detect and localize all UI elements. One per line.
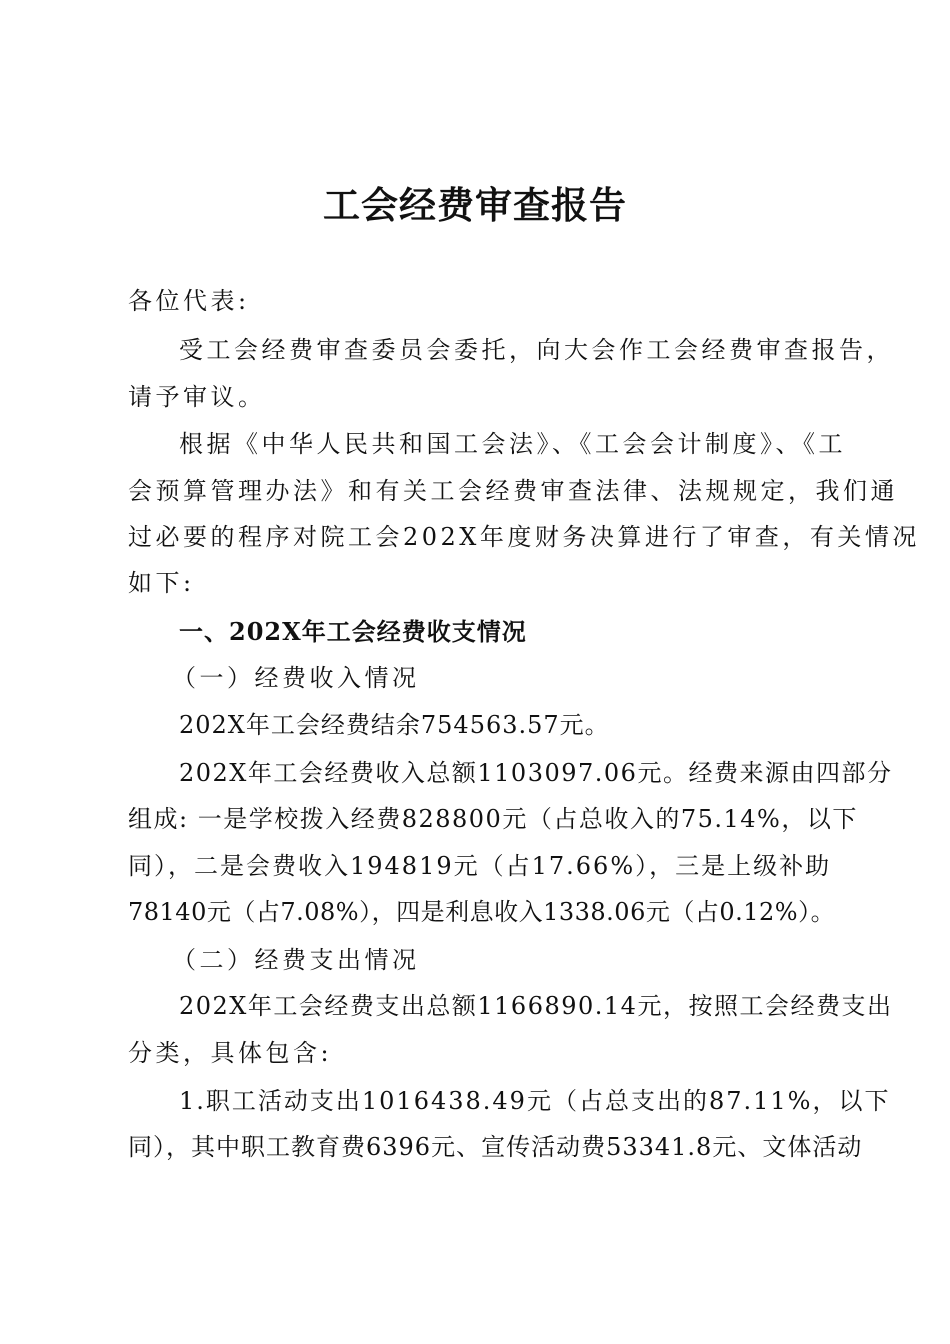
paragraph-line: 202X年工会经费支出总额1166890.14元，按照工会经费支出 <box>179 992 893 1020</box>
paragraph-line: 分类，具体包含: <box>128 1039 333 1067</box>
paragraph-line: 1.职工活动支出1016438.49元（占总支出的87.11%，以下 <box>179 1087 891 1115</box>
paragraph-line: 请予审议。 <box>128 383 266 411</box>
paragraph-line: 202X年工会经费收入总额1103097.06元。经费来源由四部分 <box>179 759 893 787</box>
subsection-heading: （一）经费收入情况 <box>172 664 420 692</box>
paragraph-line: 根据《中华人民共和国工会法》、《工会会计制度》、《工 <box>179 430 846 458</box>
paragraph-line: 受工会经费审查委员会委托，向大会作工会经费审查报告， <box>179 336 894 364</box>
paragraph-line: 会预算管理办法》和有关工会经费审查法律、法规规定，我们通 <box>128 477 898 505</box>
paragraph-line: 过必要的程序对院工会202X年度财务决算进行了审查，有关情况 <box>128 523 920 551</box>
subsection-heading: （二）经费支出情况 <box>172 946 420 974</box>
paragraph-line: 78140元（占7.08%），四是利息收入1338.06元（占0.12%）。 <box>128 898 836 926</box>
paragraph-line: 同），其中职工教育费6396元、宣传活动费53341.8元、文体活动 <box>128 1133 863 1161</box>
section-heading: 一、202X年工会经费收支情况 <box>179 617 527 646</box>
salutation: 各位代表: <box>128 287 250 315</box>
paragraph-line: 202X年工会经费结余754563.57元。 <box>179 711 610 739</box>
paragraph-line: 组成: 一是学校拨入经费828800元（占总收入的75.14%，以下 <box>128 805 858 833</box>
paragraph-line: 如下: <box>128 569 195 597</box>
paragraph-line: 同），二是会费收入194819元（占17.66%），三是上级补助 <box>128 852 832 880</box>
document-title: 工会经费审查报告 <box>323 183 627 227</box>
